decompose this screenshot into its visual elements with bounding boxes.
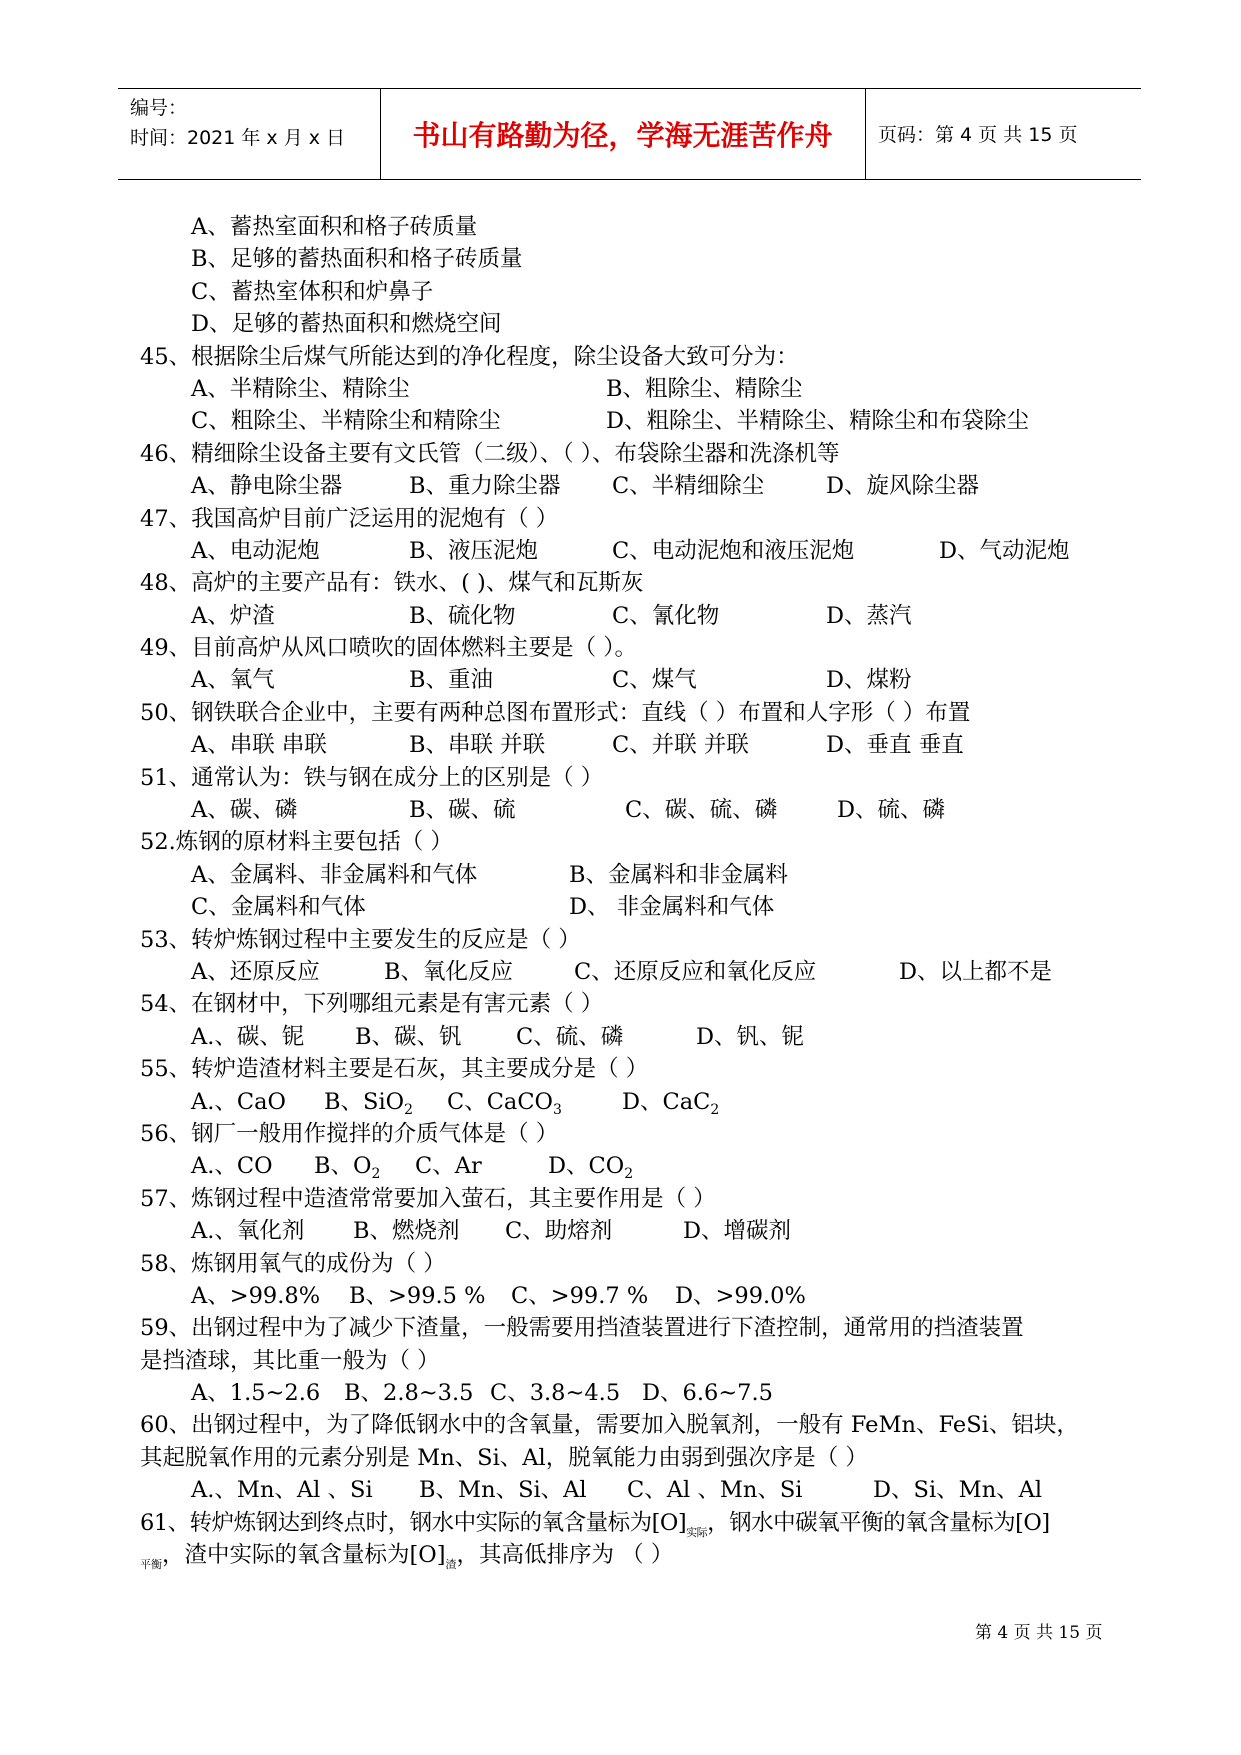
option-b: B、>99.5 % <box>349 1282 486 1309</box>
question-text-part: ，渣中实际的氧含量标为[O] <box>162 1542 446 1569</box>
option-d: D、增碳剂 <box>683 1218 792 1245</box>
option-line <box>140 535 1130 567</box>
question-line <box>140 1442 1130 1474</box>
subscript-text: 实际 <box>686 1525 708 1539</box>
question-text-part: 61、转炉炼钢达到终点时，钢水中实际的氧含量标为[O] <box>140 1509 687 1536</box>
option-c: C、粗除尘、半精除尘和精除尘 <box>191 408 501 435</box>
option-line <box>140 243 1130 275</box>
question-list <box>140 211 1130 1571</box>
option-c: C、Ar <box>415 1153 482 1180</box>
question-line <box>140 1312 1130 1344</box>
option-a: A、1.5~2.6 <box>191 1380 321 1407</box>
option-d: D、以上都不是 <box>899 958 1053 985</box>
question-line <box>140 1539 1130 1571</box>
option-b <box>314 1150 380 1182</box>
question-line <box>140 1118 1130 1150</box>
option-c: C、还原反应和氧化反应 <box>574 958 817 985</box>
page-footer: 第 4 页 共 15 页 <box>975 1623 1103 1643</box>
question-text: 49、目前高炉从风口喷吹的固体燃料主要是（ ）。 <box>140 635 638 662</box>
option-line <box>140 1280 1130 1312</box>
question-text: 54、在钢材中，下列哪组元素是有害元素（ ） <box>140 991 604 1018</box>
option-line <box>140 211 1130 243</box>
option-line <box>140 373 1130 405</box>
option-b: B、金属料和非金属料 <box>569 861 789 888</box>
question-text: 是挡渣球，其比重一般为（ ） <box>140 1347 440 1374</box>
question-line <box>140 826 1130 858</box>
option-line <box>140 664 1130 696</box>
question-text-part: ，其高低排序为 （ ） <box>456 1542 674 1569</box>
option-a: A、电动泥炮 <box>191 537 320 564</box>
option-text: A、蓄热室面积和格子砖质量 <box>191 214 478 240</box>
option-c: C、并联 并联 <box>612 732 749 759</box>
question-text: 60、出钢过程中，为了降低钢水中的含氧量，需要加入脱氧剂，一般有 FeMn、FeSi、铝块， <box>140 1412 1079 1439</box>
option-line <box>140 405 1130 437</box>
doc-number-label: 编号： <box>130 97 188 119</box>
option-line <box>140 1021 1130 1053</box>
question-text: 其起脱氧作用的元素分别是 Mn、Si、Al，脱氧能力由弱到强次序是（ ） <box>140 1444 868 1471</box>
option-c: C、硫、磷 <box>516 1023 624 1050</box>
option-line <box>140 600 1130 632</box>
option-d: D、旋风除尘器 <box>826 473 980 500</box>
question-text: 45、根据除尘后煤气所能达到的净化程度，除尘设备大致可分为： <box>140 343 799 370</box>
option-line <box>140 470 1130 502</box>
option-d-text: D、CO <box>548 1153 625 1180</box>
option-line <box>140 956 1130 988</box>
option-a: A、碳、磷 <box>191 797 298 824</box>
option-d: D、硫、磷 <box>837 797 946 824</box>
question-text: 55、转炉造渣材料主要是石灰，其主要成分是（ ） <box>140 1056 649 1083</box>
option-line <box>140 276 1130 308</box>
subscript-text: 平衡 <box>140 1558 162 1572</box>
option-c: C、电动泥炮和液压泥炮 <box>612 537 855 564</box>
question-line <box>140 341 1130 373</box>
option-b: B、重油 <box>409 667 494 694</box>
header-meta <box>130 93 345 153</box>
option-d: D、煤粉 <box>826 667 912 694</box>
option-c <box>447 1086 562 1118</box>
option-b: B、液压泥炮 <box>409 537 539 564</box>
question-line <box>140 1345 1130 1377</box>
option-d: D、蒸汽 <box>826 602 912 629</box>
option-text: C、蓄热室体积和炉鼻子 <box>191 278 434 305</box>
option-line <box>140 794 1130 826</box>
option-a: A.、氧化剂 <box>191 1218 305 1245</box>
option-a: A.、CO <box>191 1153 273 1180</box>
option-b: B、燃烧剂 <box>353 1218 460 1245</box>
option-d: D、>99.0% <box>675 1282 806 1309</box>
question-line <box>140 503 1130 535</box>
option-c: C、金属料和气体 <box>191 894 366 921</box>
question-line <box>140 1053 1130 1085</box>
option-c: C、碳、硫、磷 <box>625 797 778 824</box>
option-b: B、串联 并联 <box>409 732 546 759</box>
option-d: D、垂直 垂直 <box>826 732 964 759</box>
question-text: 53、转炉炼钢过程中主要发生的反应是（ ） <box>140 926 581 953</box>
question-line <box>140 567 1130 599</box>
option-line <box>140 729 1130 761</box>
question-text: 59、出钢过程中为了减少下渣量，一般需要用挡渣装置进行下渣控制，通常用的挡渣装置 <box>140 1315 1024 1342</box>
option-c: C、氰化物 <box>612 602 720 629</box>
subscript-text: 渣 <box>445 1558 457 1572</box>
question-line <box>140 924 1130 956</box>
option-a: A.、Mn、Al 、Si <box>191 1477 373 1504</box>
option-a: A、还原反应 <box>191 958 320 985</box>
question-text: 52.炼钢的原材料主要包括（ ） <box>140 829 453 856</box>
option-c-text: C、CaCO <box>447 1088 554 1115</box>
option-text: D、足够的蓄热面积和燃烧空间 <box>191 311 502 338</box>
option-d: D、Si、Mn、Al <box>873 1477 1043 1504</box>
option-c-subscript: 3 <box>553 1101 562 1118</box>
question-line <box>140 1507 1130 1539</box>
option-a: A、静电除尘器 <box>191 473 343 500</box>
question-text: 58、炼钢用氧气的成份为（ ） <box>140 1250 446 1277</box>
page-header <box>118 88 1141 180</box>
option-a: A、氧气 <box>191 667 275 694</box>
question-line <box>140 438 1130 470</box>
question-text: 57、炼钢过程中造渣常常要加入萤石，其主要作用是（ ） <box>140 1185 716 1212</box>
option-line <box>140 859 1130 891</box>
header-divider <box>865 89 866 179</box>
option-b: B、2.8~3.5 <box>344 1380 474 1407</box>
option-line <box>140 891 1130 923</box>
option-line <box>140 1150 1130 1182</box>
option-line <box>140 1377 1130 1409</box>
question-text-part: ，钢水中碳氧平衡的氧含量标为[O] <box>707 1509 1050 1536</box>
question-line <box>140 1409 1130 1441</box>
option-d-text: D、CaC <box>622 1088 711 1115</box>
option-d: D、钒、铌 <box>696 1023 805 1050</box>
option-b-subscript: 2 <box>404 1101 414 1118</box>
option-a: A、>99.8% <box>191 1282 321 1309</box>
option-d-subscript: 2 <box>710 1101 720 1118</box>
question-text: 51、通常认为：铁与钢在成分上的区别是（ ） <box>140 764 604 791</box>
option-b: B、碳、硫 <box>409 797 516 824</box>
option-d: D、 非金属料和气体 <box>569 894 775 921</box>
option-a: A.、碳、铌 <box>191 1023 305 1050</box>
option-b: B、重力除尘器 <box>409 473 561 500</box>
option-c: C、Al 、Mn、Si <box>627 1477 803 1504</box>
option-c: C、半精细除尘 <box>612 473 765 500</box>
option-a: A、串联 串联 <box>191 732 327 759</box>
option-b-subscript: 2 <box>371 1166 381 1183</box>
question-text: 56、钢厂一般用作搅拌的介质气体是（ ） <box>140 1120 559 1147</box>
question-line <box>140 762 1130 794</box>
option-c: C、3.8~4.5 <box>490 1380 621 1407</box>
option-d-subscript: 2 <box>624 1166 634 1183</box>
option-a: A、半精除尘、精除尘 <box>191 375 410 402</box>
option-line <box>140 1474 1130 1506</box>
header-page-info: 页码：第 4 页 共 15 页 <box>878 124 1078 146</box>
header-motto: 书山有路勤为径，学海无涯苦作舟 <box>412 118 833 152</box>
option-b: B、硫化物 <box>409 602 516 629</box>
option-line <box>140 1086 1130 1118</box>
option-c: C、>99.7 % <box>511 1282 649 1309</box>
question-line <box>140 988 1130 1020</box>
option-line <box>140 308 1130 340</box>
question-text: 47、我国高炉目前广泛运用的泥炮有（ ） <box>140 505 559 532</box>
question-text: 50、钢铁联合企业中，主要有两种总图布置形式：直线（ ）布置和人字形（ ）布置 <box>140 699 971 726</box>
option-a: A.、CaO <box>191 1088 286 1115</box>
option-b: B、氧化反应 <box>384 958 514 985</box>
option-c: C、煤气 <box>612 667 697 694</box>
question-line <box>140 1183 1130 1215</box>
question-text: 46、精细除尘设备主要有文氏管（二级）、（ ）、布袋除尘器和洗涤机等 <box>140 440 840 467</box>
option-d <box>622 1086 719 1118</box>
option-b: B、粗除尘、精除尘 <box>606 375 803 402</box>
option-a: A、金属料、非金属料和气体 <box>191 861 478 888</box>
option-b-text: B、SiO <box>324 1088 405 1115</box>
option-text: B、足够的蓄热面积和格子砖质量 <box>191 246 523 273</box>
option-a: A、炉渣 <box>191 602 275 629</box>
question-line <box>140 1248 1130 1280</box>
option-c: C、助熔剂 <box>505 1218 613 1245</box>
question-text <box>140 1539 673 1581</box>
option-b-text: B、O <box>314 1153 372 1180</box>
option-d <box>548 1150 633 1182</box>
option-d: D、气动泥炮 <box>939 537 1070 564</box>
option-b: B、碳、钒 <box>355 1023 462 1050</box>
question-text: 48、高炉的主要产品有：铁水、( )、煤气和瓦斯灰 <box>140 570 644 597</box>
doc-time-label: 时间：2021 年 x 月 x 日 <box>130 127 346 149</box>
option-line <box>140 1215 1130 1247</box>
option-b: B、Mn、Si、Al <box>419 1477 587 1504</box>
option-d: D、粗除尘、半精除尘、精除尘和布袋除尘 <box>606 408 1030 435</box>
option-b <box>324 1086 413 1118</box>
option-d: D、6.6~7.5 <box>642 1380 773 1407</box>
question-line <box>140 632 1130 664</box>
question-line <box>140 697 1130 729</box>
